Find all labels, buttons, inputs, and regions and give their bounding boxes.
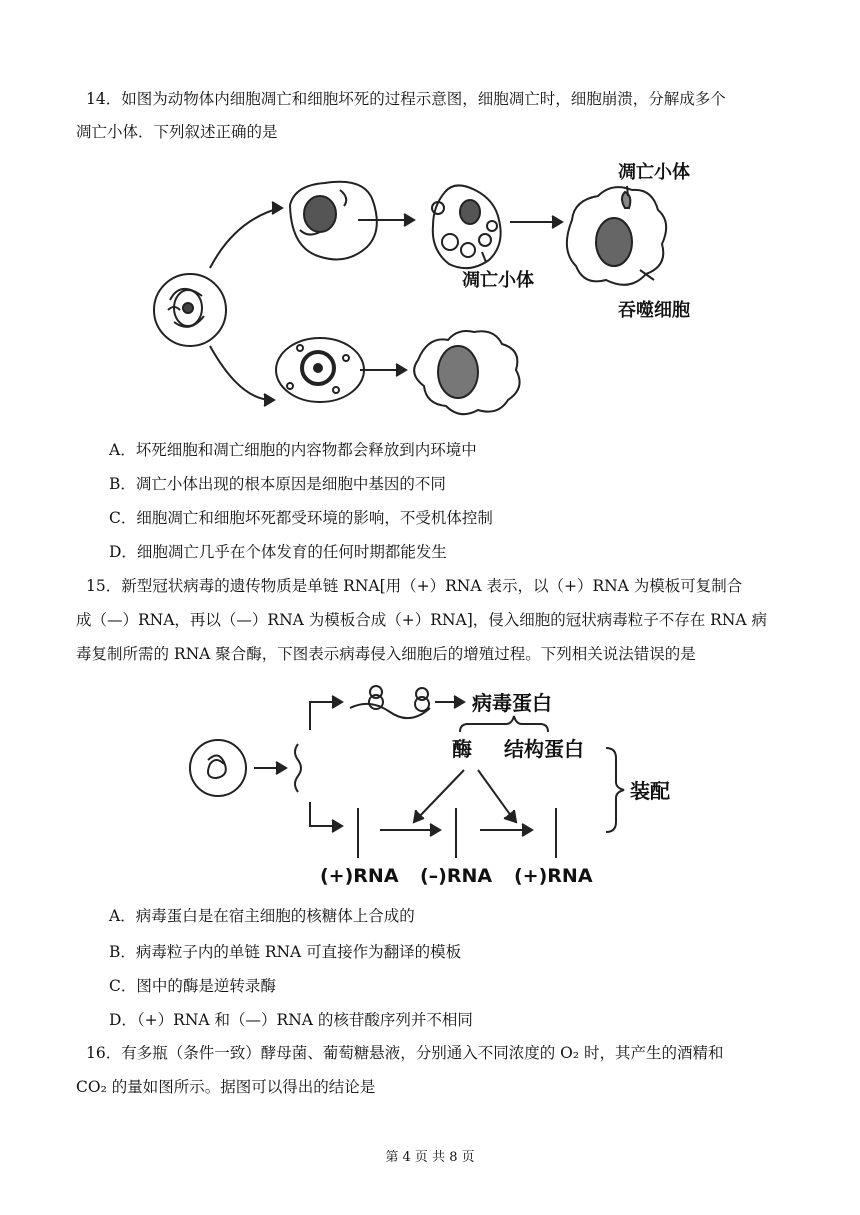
q15-stem-line2: 成（—）RNA，再以（—）RNA 为模板合成（+）RNA]，侵入细胞的冠状病毒粒子不存在 RNA 病 bbox=[76, 611, 768, 629]
label-assembly: 装配 bbox=[630, 779, 670, 803]
arrow-to-shrink bbox=[210, 208, 280, 268]
q15-option-d: D．（+）RNA 和（—）RNA 的核苷酸序列并不相同 bbox=[109, 1011, 473, 1029]
label-viral-protein: 病毒蛋白 bbox=[472, 691, 552, 715]
virus-particle bbox=[190, 740, 246, 796]
q16-stem-line2: CO₂ 的量如图所示。据图可以得出的结论是 bbox=[76, 1078, 376, 1096]
q14-option-b: B．凋亡小体出现的根本原因是细胞中基因的不同 bbox=[109, 475, 446, 493]
viral-rna bbox=[295, 744, 301, 792]
label-phagocyte: 吞噬细胞 bbox=[618, 300, 690, 321]
q15-figure bbox=[180, 672, 700, 894]
q14-stem-line2: 凋亡小体．下列叙述正确的是 bbox=[76, 123, 278, 141]
q14-option-a: A．坏死细胞和凋亡细胞的内容物都会释放到内环境中 bbox=[109, 441, 477, 459]
label-enzyme: 酶 bbox=[452, 737, 472, 761]
label-apoptotic-body: 凋亡小体 bbox=[462, 270, 534, 291]
q15-stem-line1: 15．新型冠状病毒的遗传物质是单链 RNA[用（+）RNA 表示，以（+）RNA 为模板可复制合 bbox=[86, 577, 743, 595]
fragmenting-cell bbox=[433, 185, 501, 268]
q14-stem-line1: 14．如图为动物体内细胞凋亡和细胞坏死的过程示意图，细胞凋亡时，细胞崩溃，分解成多个 bbox=[86, 90, 726, 108]
label-apoptotic-body-top: 凋亡小体 bbox=[618, 162, 690, 183]
label-structural-protein: 结构蛋白 bbox=[504, 737, 584, 761]
label-rna-plus-1: (+)RNA bbox=[320, 865, 399, 887]
label-rna-plus-2: (+)RNA bbox=[514, 865, 593, 887]
q15-stem-line3: 毒复制所需的 RNA 聚合酶，下图表示病毒侵入细胞后的增殖过程。下列相关说法错误的是 bbox=[76, 645, 696, 663]
q14-option-c: C．细胞凋亡和细胞坏死都受环境的影响，不受机体控制 bbox=[109, 509, 493, 527]
q14-figure bbox=[140, 150, 720, 432]
label-rna-minus: (–)RNA bbox=[420, 865, 493, 887]
page-footer: 第 4 页 共 8 页 bbox=[385, 1150, 475, 1165]
q14-option-d: D．细胞凋亡几乎在个体发育的任何时期都能发生 bbox=[109, 543, 447, 561]
q15-option-b: B．病毒粒子内的单链 RNA 可直接作为翻译的模板 bbox=[109, 943, 462, 961]
q16-stem-line1: 16．有多瓶（条件一致）酵母菌、葡萄糖悬液，分别通入不同浓度的 O₂ 时，其产生的酒精和 bbox=[86, 1044, 724, 1062]
arrow-to-swell bbox=[210, 346, 272, 400]
q15-option-c: C．图中的酶是逆转录酶 bbox=[109, 977, 276, 995]
q15-option-a: A．病毒蛋白是在宿主细胞的核糖体上合成的 bbox=[109, 907, 415, 925]
